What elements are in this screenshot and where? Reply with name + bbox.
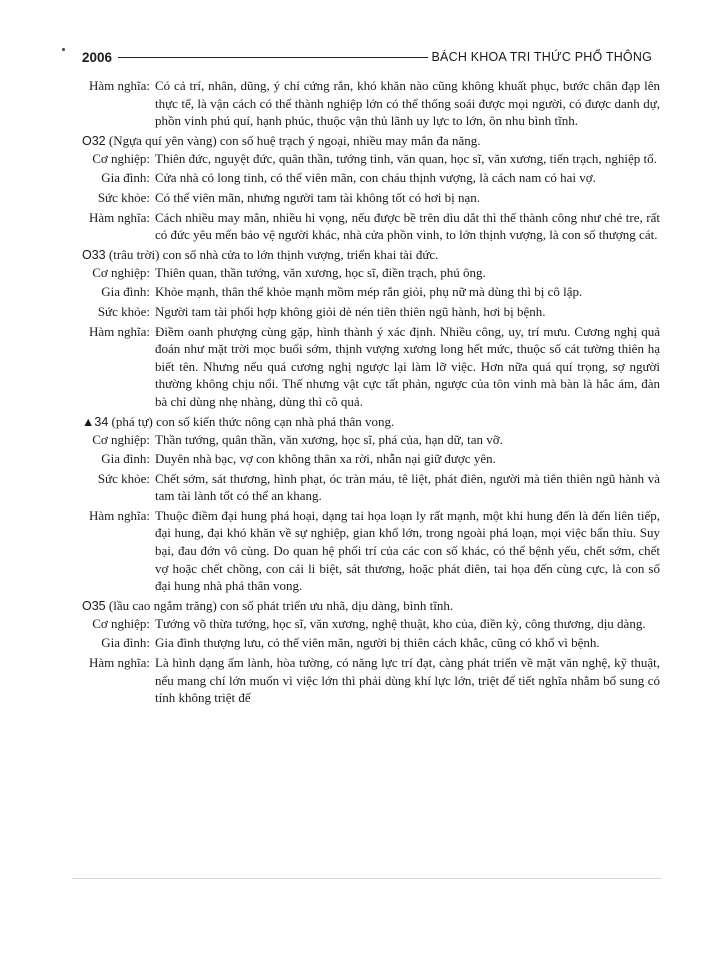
footer-rule: [72, 878, 662, 879]
entry-meaning-intro: [82, 77, 660, 130]
section-heading: [82, 413, 660, 431]
header-rule: [118, 57, 427, 58]
entry-row: [82, 189, 660, 207]
entry-text: Gia đình thượng lưu, có thể viên mãn, người bị thiên cách khắc, cũng có khổ vì bệnh.: [155, 635, 600, 651]
entry-row: [82, 507, 660, 595]
section-number: O35: [82, 598, 106, 613]
entry-label: Cơ nghiệp:: [92, 150, 150, 166]
entry-label: Sức khỏe:: [97, 189, 150, 205]
page-body: [82, 77, 660, 709]
section-heading: [82, 132, 660, 150]
entry-text: Tướng võ thừa tướng, học sĩ, văn xương, nghệ thuật, kho của, điền kỳ, công thương, dịu dàng.: [155, 615, 646, 631]
entry-text: Thiên quan, thần tướng, văn xương, học sĩ, điền trạch, phú ông.: [155, 264, 486, 280]
entry-row: [82, 283, 660, 301]
entry-row: [82, 470, 660, 505]
entry-label: Cơ nghiệp:: [92, 264, 150, 280]
section-heading-text: (phá tự) con số kiến thức nông cạn nhà phá thân vong.: [108, 413, 395, 429]
entry-label: Sức khỏe:: [97, 303, 150, 319]
entry-text: Là hình dạng ấm lành, hòa tường, có năng lực trí đạt, càng phát triển về mặt văn nghệ, kỹ thuật, nếu mang chí lớn muốn vì việc lớn thì phải dùng khí lực lớn, triệt để tiết nghĩa nhằm bổ sung có tính không triệt để: [155, 655, 660, 706]
entry-row: [82, 615, 660, 633]
entry-label: Cơ nghiệp:: [92, 615, 150, 631]
entry-row: [82, 169, 660, 187]
entry-row: [82, 654, 660, 707]
entry-text: Có thể viên mãn, nhưng người tam tài không tốt có hơi bị nạn.: [155, 189, 480, 205]
entry-row: [82, 634, 660, 652]
entry-row: [82, 431, 660, 449]
entry-label: Hàm nghĩa:: [88, 323, 150, 339]
entry-label: Gia đình:: [101, 451, 150, 467]
entry-row: [82, 209, 660, 244]
number-sections: [82, 132, 660, 707]
section-number: ▲34: [82, 414, 109, 429]
page-mark: [62, 48, 65, 51]
running-header: [82, 48, 652, 66]
entry-label: Hàm nghĩa:: [88, 507, 150, 523]
entry-text: Điềm oanh phượng cùng gặp, hình thành ý xác định. Nhiều công, uy, trí mưu. Cương nghị quả đoán như mặt trời mọc buổi sớm, thịnh vượng xương long hết mức, thuộc số cát tường thiên hạ biết tên. Nhưng nếu quá cương nghị ngược lại làm lỡ việc. Hơn nữa quá quí trọng, sợ người thường không chịu nổi. Thế nhưng vật cực tất phản, ngược của tôn vinh mà bàn là hắc ám, đàn bà chỉ dùng nhẹ nhàng, dùng thì cô quả.: [155, 323, 660, 409]
entry-row: [82, 450, 660, 468]
entry-row: [82, 150, 660, 168]
entry-row: [82, 323, 660, 411]
entry-text: Cách nhiều may mắn, nhiều hi vọng, nếu được bề trên dìu dắt thì thế thành công như chẻ tre, rất có đức yêu mến bảo vệ người khác, nhà cửa phồn vinh, to lớn thịnh vượng, là con số thượng cát.: [155, 209, 660, 243]
entry-text: Thuộc điềm đại hung phá hoại, dạng tai họa loạn ly rất mạnh, một khi hung đến là đến liên tiếp, đại hung, đại khó khăn về sự nghiệp, gian khổ lớn, trong ngoài phá loạn, mọi việc bẩn thỉu. Suy bại, đau đớn vô cùng. Do quan hệ phối trí của các con số khác, có thể bệnh yếu, chết sớm, chết vợ hoặc chết chồng, con cái li biệt, sát thương, hoặc phát điên, tai họa đến cùng cực, là con số đại hung nhà phá thân vong.: [155, 507, 660, 594]
entry-text: Chết sớm, sát thương, hình phạt, óc tràn máu, tê liệt, phát điên, người mà tiên thiên ngũ hành và tam tài lành tốt có thể an khang.: [155, 470, 660, 504]
entry-label: Hàm nghĩa:: [88, 655, 150, 671]
section-heading-text: (lầu cao ngắm trăng) con số phát triển ưu nhã, dịu dàng, bình tĩnh.: [105, 597, 454, 613]
entry-text: Có cả trí, nhân, dũng, ý chí cứng rắn, khó khăn nào cũng không khuất phục, bước chân đạp lên thực tế, là vận cách có thể thành nghiệp lớn có thể thống soái được mọi người, có được danh dự, phồn vinh phú quí, hạnh phúc, thuộc vận thủ lãnh uy lực to lớn, ôn nhu bình tĩnh.: [155, 78, 660, 129]
section-heading: [82, 597, 660, 615]
entry-label: Sức khỏe:: [97, 470, 150, 486]
entry-text: Khỏe mạnh, thân thể khỏe mạnh mồm mép rắn giỏi, phụ nữ mà dùng thì bị cô lập.: [155, 284, 583, 300]
entry-label: Gia đình:: [101, 284, 150, 300]
entry-text: Người tam tài phối hợp không giỏi dè nén tiên thiên ngũ hành, hơi bị bệnh.: [155, 303, 546, 319]
entry-text: Thiên đức, nguyệt đức, quân thần, tướng tinh, văn quan, học sĩ, văn xương, tiến trạch, nghiệp tổ.: [155, 150, 657, 166]
entry-label: Hàm nghĩa:: [88, 209, 150, 225]
section-number: O32: [82, 133, 106, 148]
section-heading-text: (trâu trời) con số nhà cửa to lớn thịnh vượng, triển khai tài đức.: [105, 246, 439, 262]
entry-text: Thần tướng, quân thần, văn xương, học sĩ, phá của, hạn dữ, tan vỡ.: [155, 431, 503, 447]
entry-text: Duyên nhà bạc, vợ con không thân xa rời, nhẫn nại giữ được yên.: [155, 451, 496, 467]
section-heading: [82, 246, 660, 264]
entry-row: [82, 303, 660, 321]
entry-row: [82, 264, 660, 282]
section-heading-text: (Ngựa quí yên vàng) con số huệ trạch ý ngoại, nhiều may mắn đa năng.: [105, 132, 481, 148]
entry-label: Gia đình:: [101, 635, 150, 651]
page-number: 2006: [82, 49, 113, 65]
section-number: O33: [82, 247, 106, 262]
entry-label: Cơ nghiệp:: [92, 431, 150, 447]
entry-text: Cửa nhà có long tinh, có thể viên mãn, con cháu thịnh vượng, là cách nam có hai vợ.: [155, 170, 596, 186]
entry-label: Hàm nghĩa:: [88, 78, 150, 93]
running-title: BÁCH KHOA TRI THỨC PHỔ THÔNG: [431, 50, 652, 64]
entry-label: Gia đình:: [101, 170, 150, 186]
